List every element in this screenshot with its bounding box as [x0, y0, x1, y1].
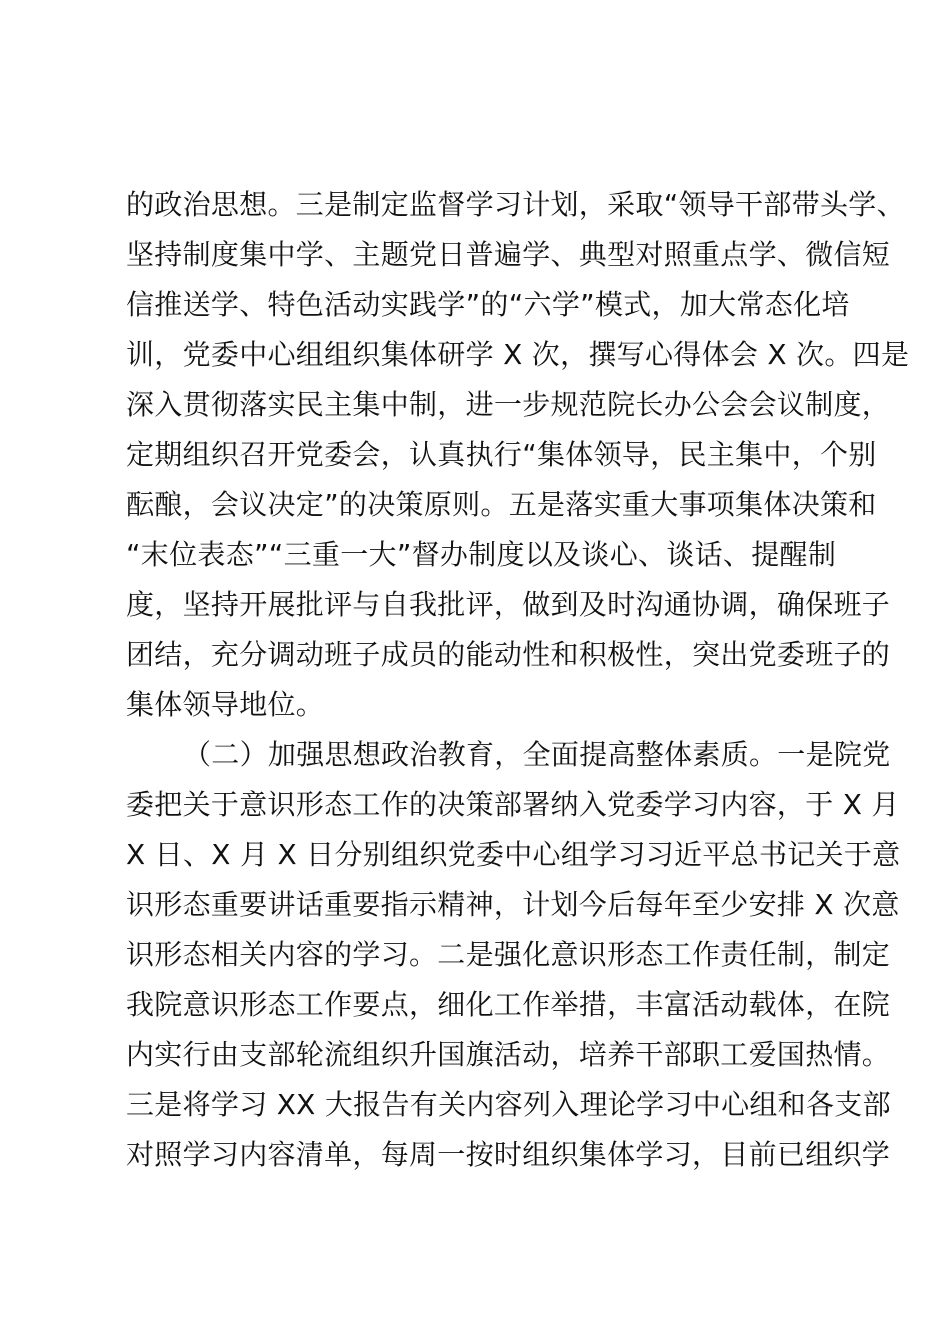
text-line: 的政治思想。三是制定监督学习计划，采取“领导干部带头学、	[126, 188, 905, 221]
text-line: X 日、X 月 X 日分别组织党委中心组学习习近平总书记关于意	[126, 838, 901, 871]
text-line: 深入贯彻落实民主集中制，进一步规范院长办公会会议制度，	[126, 388, 891, 421]
text-line: “末位表态”“三重一大”督办制度以及谈心、谈话、提醒制	[126, 538, 837, 571]
text-line: 识形态相关内容的学习。二是强化意识形态工作责任制，制定	[126, 938, 891, 971]
text-line: 集体领导地位。	[126, 688, 325, 721]
text-line: 坚持制度集中学、主题党日普遍学、典型对照重点学、微信短	[126, 238, 891, 271]
text-line: 委把关于意识形态工作的决策部署纳入党委学习内容，于 X 月	[126, 788, 900, 821]
section-heading-line: （二）加强思想政治教育，全面提高整体素质。一是院党	[183, 738, 891, 771]
text-line: 识形态重要讲话重要指示精神，计划今后每年至少安排 X 次意	[126, 888, 900, 921]
body-text	[126, 180, 910, 1180]
text-line: 信推送学、特色活动实践学”的“六学”模式，加大常态化培	[126, 288, 850, 321]
text-line: 三是将学习 XX 大报告有关内容列入理论学习中心组和各支部	[126, 1088, 891, 1121]
text-line: 内实行由支部轮流组织升国旗活动，培养干部职工爱国热情。	[126, 1038, 891, 1071]
text-line: 我院意识形态工作要点，细化工作举措，丰富活动载体，在院	[126, 988, 891, 1021]
text-line: 团结，充分调动班子成员的能动性和积极性，突出党委班子的	[126, 638, 891, 671]
text-line: 度，坚持开展批评与自我批评，做到及时沟通协调，确保班子	[126, 588, 891, 621]
text-line: 对照学习内容清单，每周一按时组织集体学习，目前已组织学	[126, 1138, 891, 1171]
text-line: 定期组织召开党委会，认真执行“集体领导，民主集中，个别	[126, 438, 877, 471]
text-line: 酝酿，会议决定”的决策原则。五是落实重大事项集体决策和	[126, 488, 877, 521]
text-line: 训，党委中心组组织集体研学 X 次，撰写心得体会 X 次。四是	[126, 338, 910, 371]
